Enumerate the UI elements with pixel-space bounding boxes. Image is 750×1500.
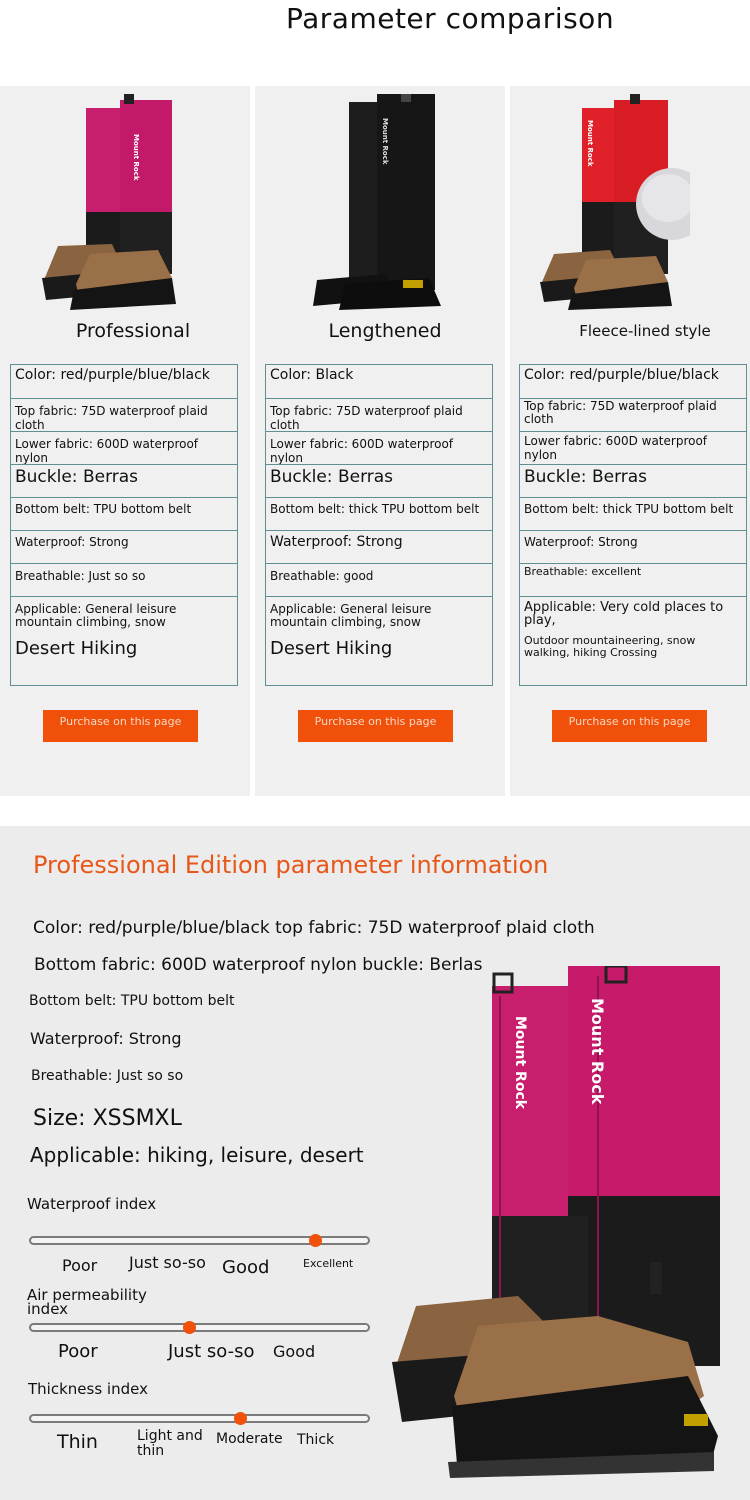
- thickness-index-label: Thickness index: [28, 1380, 148, 1398]
- spec-color: Color: red/purple/blue/black: [11, 365, 237, 399]
- gaiter-black-image: [305, 94, 455, 312]
- svg-text:Mount Rock: Mount Rock: [586, 120, 594, 167]
- spec-waterproof: Waterproof: Strong: [520, 531, 746, 564]
- product-column-fleece: [510, 86, 750, 796]
- svg-text:Mount Rock: Mount Rock: [381, 118, 389, 165]
- air-permeability-index-track: [29, 1323, 370, 1332]
- comparison-header: [0, 0, 750, 86]
- spec-waterproof: Waterproof: Strong: [266, 531, 492, 564]
- spec-waterproof: Waterproof: Strong: [11, 531, 237, 564]
- spec-top-fabric: Top fabric: 75D waterproof plaid cloth: [266, 399, 492, 432]
- detail-color-line: Color: red/purple/blue/black top fabric: 75D waterproof plaid cloth: [33, 918, 595, 938]
- spec-bottom-belt: Bottom belt: TPU bottom belt: [11, 498, 237, 531]
- slider-dot-icon: [234, 1412, 247, 1425]
- svg-text:Mount Rock: Mount Rock: [512, 1016, 528, 1110]
- detail-waterproof-line: Waterproof: Strong: [30, 1029, 182, 1048]
- spec-breathable: Breathable: excellent: [520, 564, 746, 597]
- tick-label: Excellent: [303, 1257, 354, 1270]
- spec-applicable-text: Applicable: General leisure mountain climbing, snow: [270, 602, 432, 629]
- page-title: Parameter comparison: [286, 2, 615, 35]
- thickness-index-track: [29, 1414, 370, 1423]
- spec-applicable-text: Applicable: General leisure mountain climbing, snow: [15, 602, 177, 629]
- spec-buckle: Buckle: Berras: [520, 465, 746, 498]
- product-column-lengthened: [255, 86, 505, 796]
- detail-breathable-line: Breathable: Just so so: [31, 1068, 184, 1084]
- gaiter-rose-image: [40, 94, 190, 312]
- professional-detail-section: [0, 826, 750, 1500]
- product-name: Professional: [75, 320, 191, 342]
- spec-applicable: [11, 597, 237, 685]
- detail-title: Professional Edition parameter information: [33, 851, 549, 879]
- spec-bottom-belt: Bottom belt: thick TPU bottom belt: [266, 498, 492, 531]
- product-name: Lengthened: [328, 320, 442, 342]
- purchase-button[interactable]: Purchase on this page: [298, 710, 453, 742]
- spec-bottom-belt: Bottom belt: thick TPU bottom belt: [520, 498, 746, 531]
- spec-top-fabric: Top fabric: 75D waterproof plaid cloth: [11, 399, 237, 432]
- spec-breathable: Breathable: good: [266, 564, 492, 597]
- spec-applicable-extra: Outdoor mountaineering, snow walking, hiking Crossing: [524, 634, 696, 659]
- spec-lower-fabric: Lower fabric: 600D waterproof nylon: [266, 432, 492, 465]
- tick-label: Good: [273, 1342, 316, 1361]
- detail-applicable-line: Applicable: hiking, leisure, desert: [30, 1143, 364, 1167]
- spec-table: [265, 364, 493, 686]
- spec-buckle: Buckle: Berras: [266, 465, 492, 498]
- tick-label: Thin: [57, 1431, 98, 1453]
- tick-label: Good: [222, 1257, 270, 1278]
- waterproof-index-label: Waterproof index: [27, 1195, 157, 1213]
- tick-label: Just so-so: [168, 1341, 255, 1362]
- product-name: Fleece-lined style: [579, 322, 711, 340]
- spec-lower-fabric: Lower fabric: 600D waterproof nylon: [520, 432, 746, 465]
- tick-label: Moderate: [216, 1431, 283, 1447]
- spec-applicable-extra: Desert Hiking: [270, 638, 393, 659]
- product-column-professional: [0, 86, 250, 796]
- spec-color: Color: red/purple/blue/black: [520, 365, 746, 399]
- detail-size-line: Size: XSSMXL: [33, 1106, 182, 1131]
- spec-applicable: [520, 597, 746, 685]
- gaiter-large-image: [388, 966, 728, 1491]
- tick-label: Light and thin: [137, 1428, 203, 1459]
- svg-text:Mount Rock: Mount Rock: [132, 134, 140, 181]
- gaiter-red-fleece-image: [540, 94, 690, 312]
- spec-lower-fabric: Lower fabric: 600D waterproof nylon: [11, 432, 237, 465]
- slider-dot-icon: [309, 1234, 322, 1247]
- air-permeability-index-label: Air permeability index: [27, 1286, 147, 1318]
- spec-applicable: [266, 597, 492, 685]
- spec-top-fabric: Top fabric: 75D waterproof plaid cloth: [520, 399, 746, 432]
- spec-applicable-extra: Desert Hiking: [15, 638, 138, 659]
- spec-color: Color: Black: [266, 365, 492, 399]
- tick-label: Poor: [58, 1341, 98, 1362]
- spec-table: [519, 364, 747, 686]
- spec-applicable-text: Applicable: Very cold places to play,: [524, 600, 724, 628]
- spec-buckle: Buckle: Berras: [11, 465, 237, 498]
- detail-belt-line: Bottom belt: TPU bottom belt: [29, 993, 235, 1009]
- purchase-button[interactable]: Purchase on this page: [552, 710, 707, 742]
- svg-text:Mount Rock: Mount Rock: [588, 998, 607, 1105]
- purchase-button[interactable]: Purchase on this page: [43, 710, 198, 742]
- detail-fabric-line: Bottom fabric: 600D waterproof nylon buckle: Berlas: [34, 955, 483, 975]
- tick-label: Poor: [62, 1256, 98, 1275]
- spec-breathable: Breathable: Just so so: [11, 564, 237, 597]
- tick-label: Just so-so: [129, 1253, 206, 1272]
- slider-dot-icon: [183, 1321, 196, 1334]
- tick-label: Thick: [297, 1432, 335, 1448]
- spec-table: [10, 364, 238, 686]
- comparison-section: [0, 86, 750, 798]
